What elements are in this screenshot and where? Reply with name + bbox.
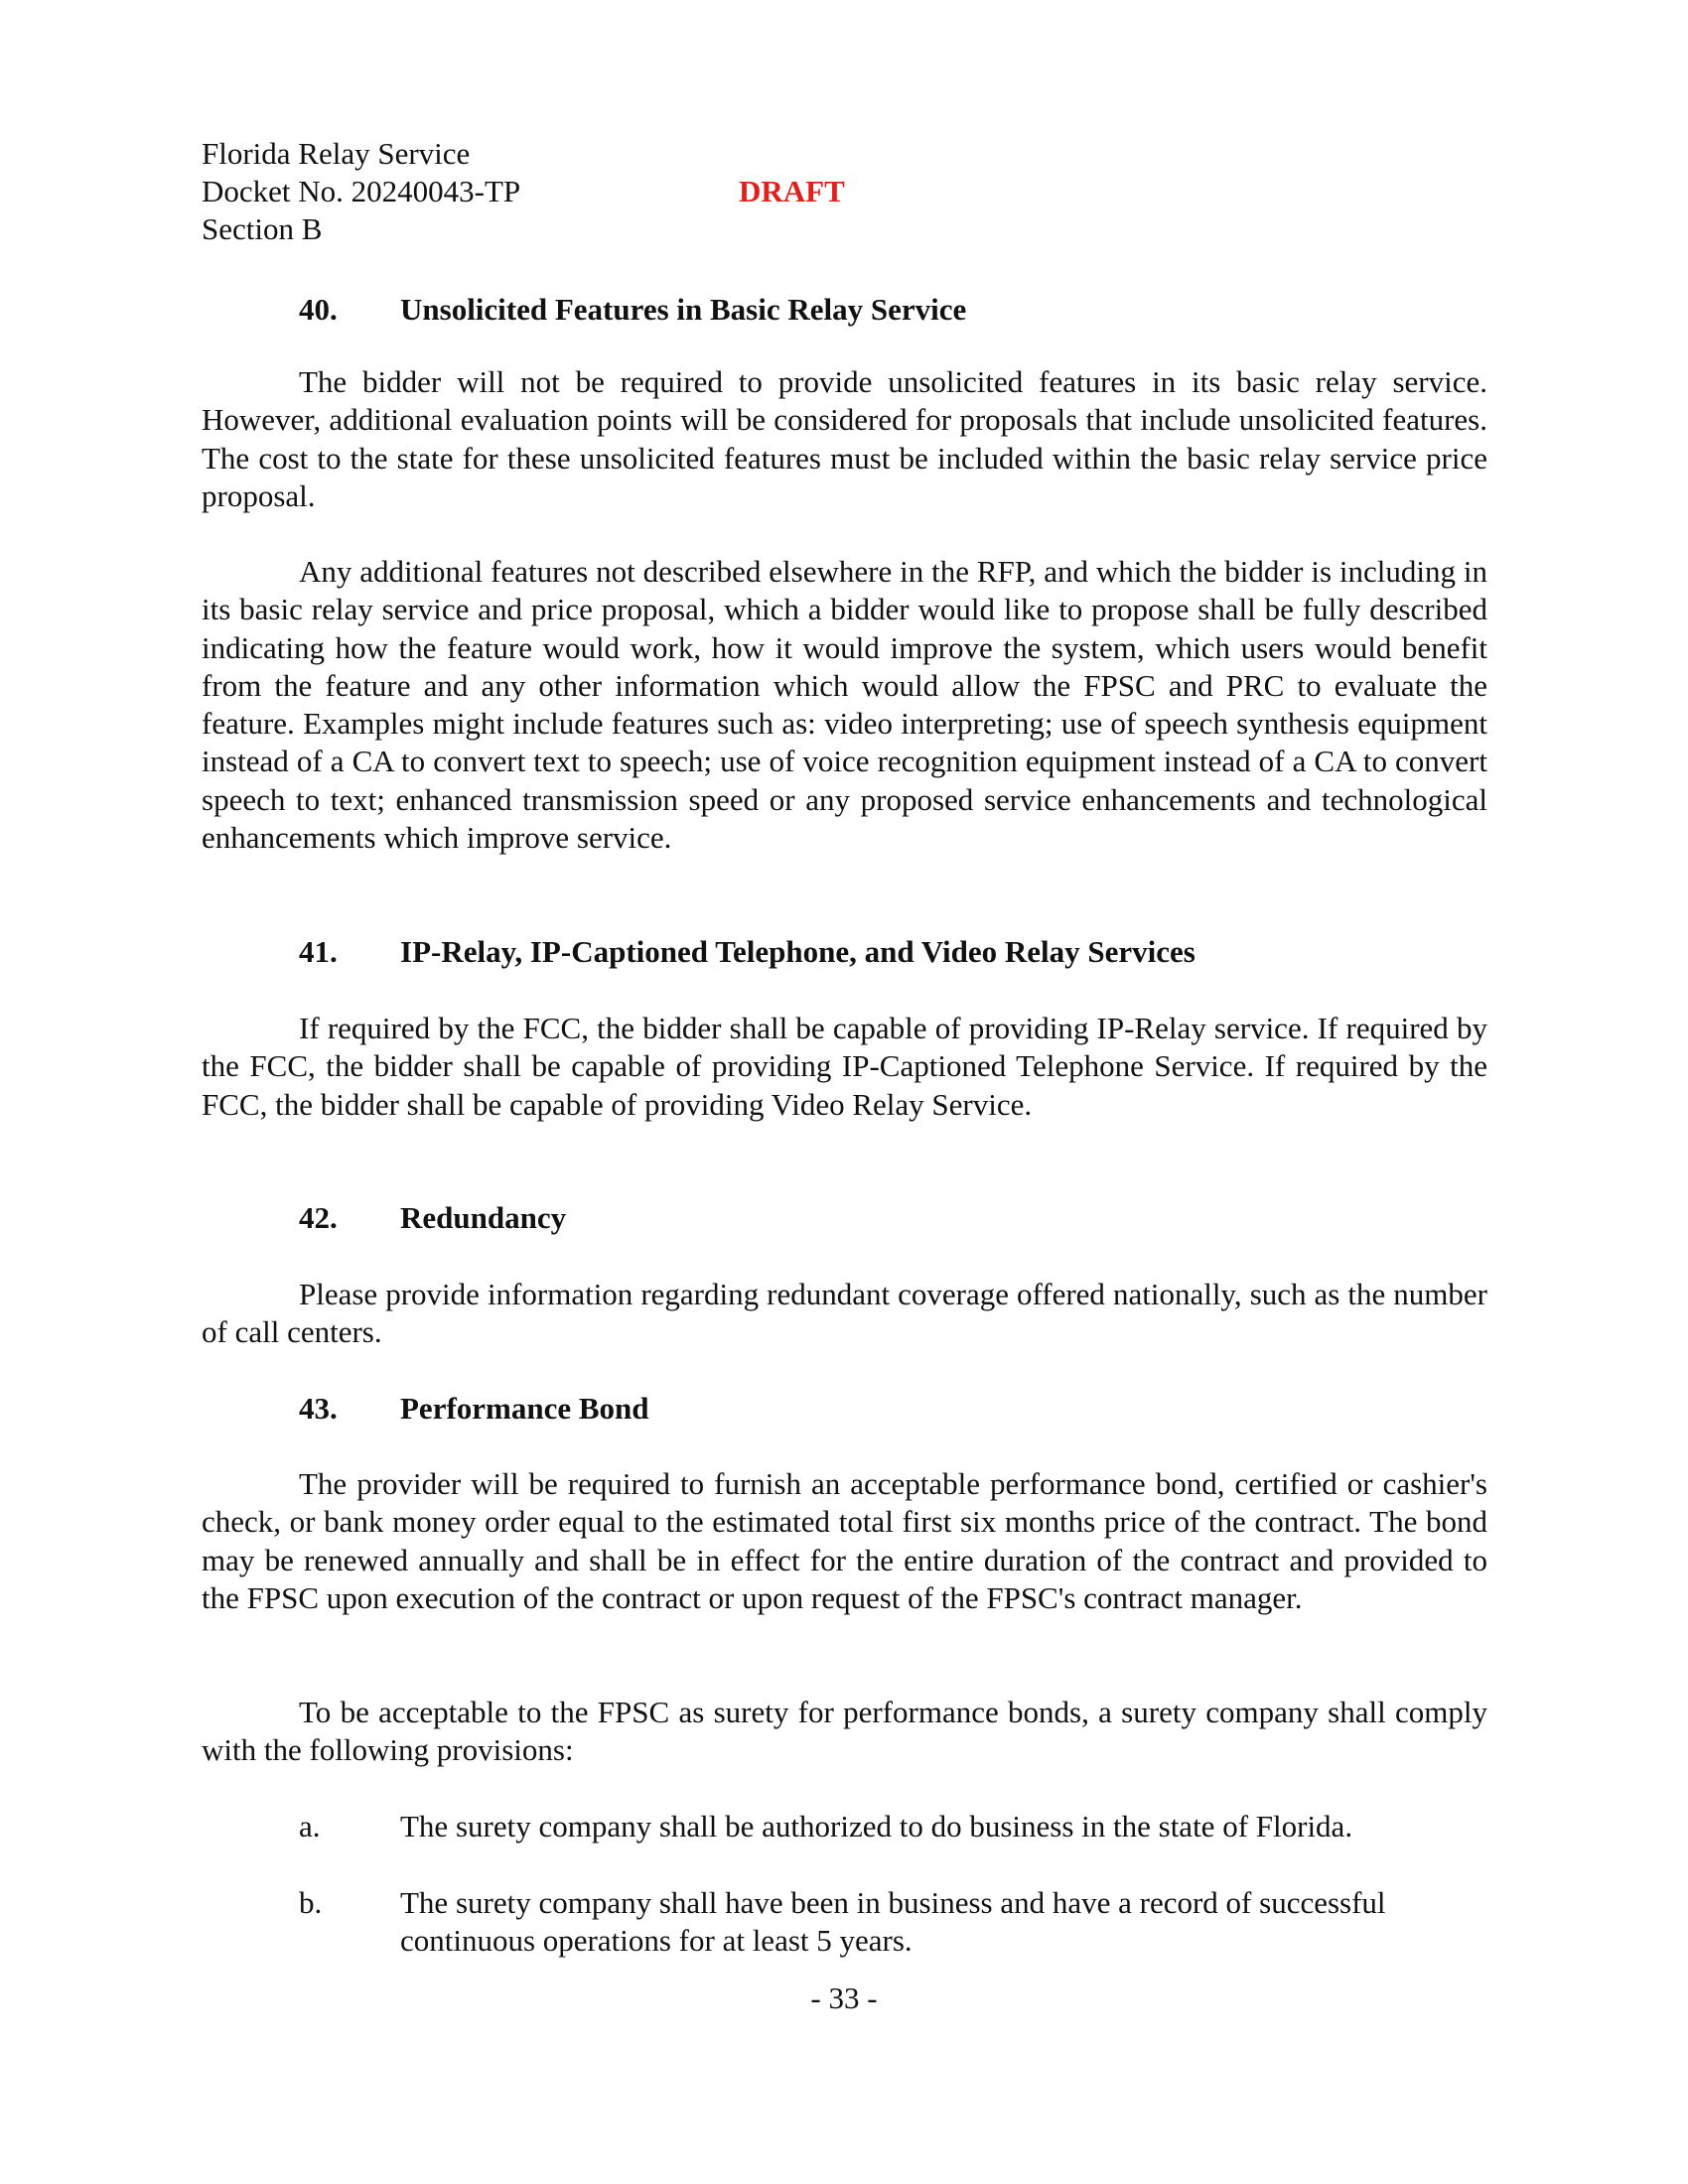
draft-label: DRAFT bbox=[739, 174, 845, 208]
section-42-paragraph-1: Please provide information regarding redundant coverage offered nationally, such as the number of call centers. bbox=[202, 1277, 1487, 1350]
header-service-name: Florida Relay Service bbox=[202, 136, 471, 171]
section-number: 41. bbox=[299, 934, 338, 969]
section-title: Redundancy bbox=[400, 1200, 567, 1235]
section-number: 40. bbox=[299, 292, 338, 327]
page-number: - 33 - bbox=[810, 1980, 878, 2015]
list-marker: a. bbox=[299, 1809, 321, 1843]
section-number: 42. bbox=[299, 1200, 338, 1235]
section-40-paragraph-2: Any additional features not described elsewhere in the RFP, and which the bidder is including in its basic relay service and price proposal, which a bidder would like to propose shall be fully described indicating how the feature would work, how it would improve the system, which users would benefit from the feature and any other information which would allow the FPSC and PRC to evaluate the feature. Examples might include features such as: video interpreting; use of speech synthesis equipment instead of a CA to convert text to speech; use of voice recognition equipment instead of a CA to convert speech to text; enhanced transmission speed or any proposed service enhancements and technological enhancements which improve service. bbox=[202, 554, 1487, 856]
header-docket-number: Docket No. 20240043-TP bbox=[202, 174, 521, 208]
list-text: The surety company shall be authorized to do business in the state of Florida. bbox=[400, 1809, 1353, 1843]
section-number: 43. bbox=[299, 1391, 338, 1426]
section-title: Performance Bond bbox=[400, 1391, 649, 1426]
section-43-paragraph-2: To be acceptable to the FPSC as surety for performance bonds, a surety company shall comply with the following provisions: bbox=[202, 1695, 1487, 1768]
document-header bbox=[202, 135, 520, 248]
list-text: The surety company shall have been in business and have a record of successful continuous operations for at least 5 years. bbox=[400, 1885, 1386, 1959]
section-title: IP-Relay, IP-Captioned Telephone, and Video Relay Services bbox=[400, 934, 1196, 969]
header-section: Section B bbox=[202, 211, 323, 246]
section-43-paragraph-1: The provider will be required to furnish an acceptable performance bond, certified or cashier's check, or bank money order equal to the estimated total first six months price of the contract. The bond may be renewed annually and shall be in effect for the entire duration of the contract and provided to the FPSC upon execution of the contract or upon request of the FPSC's contract manager. bbox=[202, 1466, 1487, 1615]
list-marker: b. bbox=[299, 1885, 323, 1920]
section-title: Unsolicited Features in Basic Relay Service bbox=[400, 292, 967, 327]
section-41-paragraph-1: If required by the FCC, the bidder shall be capable of providing IP-Relay service. If required by the FCC, the bidder shall be capable of providing IP-Captioned Telephone Service. If required by the FCC, the bidder shall be capable of providing Video Relay Service. bbox=[202, 1011, 1487, 1122]
section-40-paragraph-1: The bidder will not be required to provide unsolicited features in its basic relay service. However, additional evaluation points will be considered for proposals that include unsolicited features. The cost to the state for these unsolicited features must be included within the basic relay service price proposal. bbox=[202, 364, 1487, 513]
